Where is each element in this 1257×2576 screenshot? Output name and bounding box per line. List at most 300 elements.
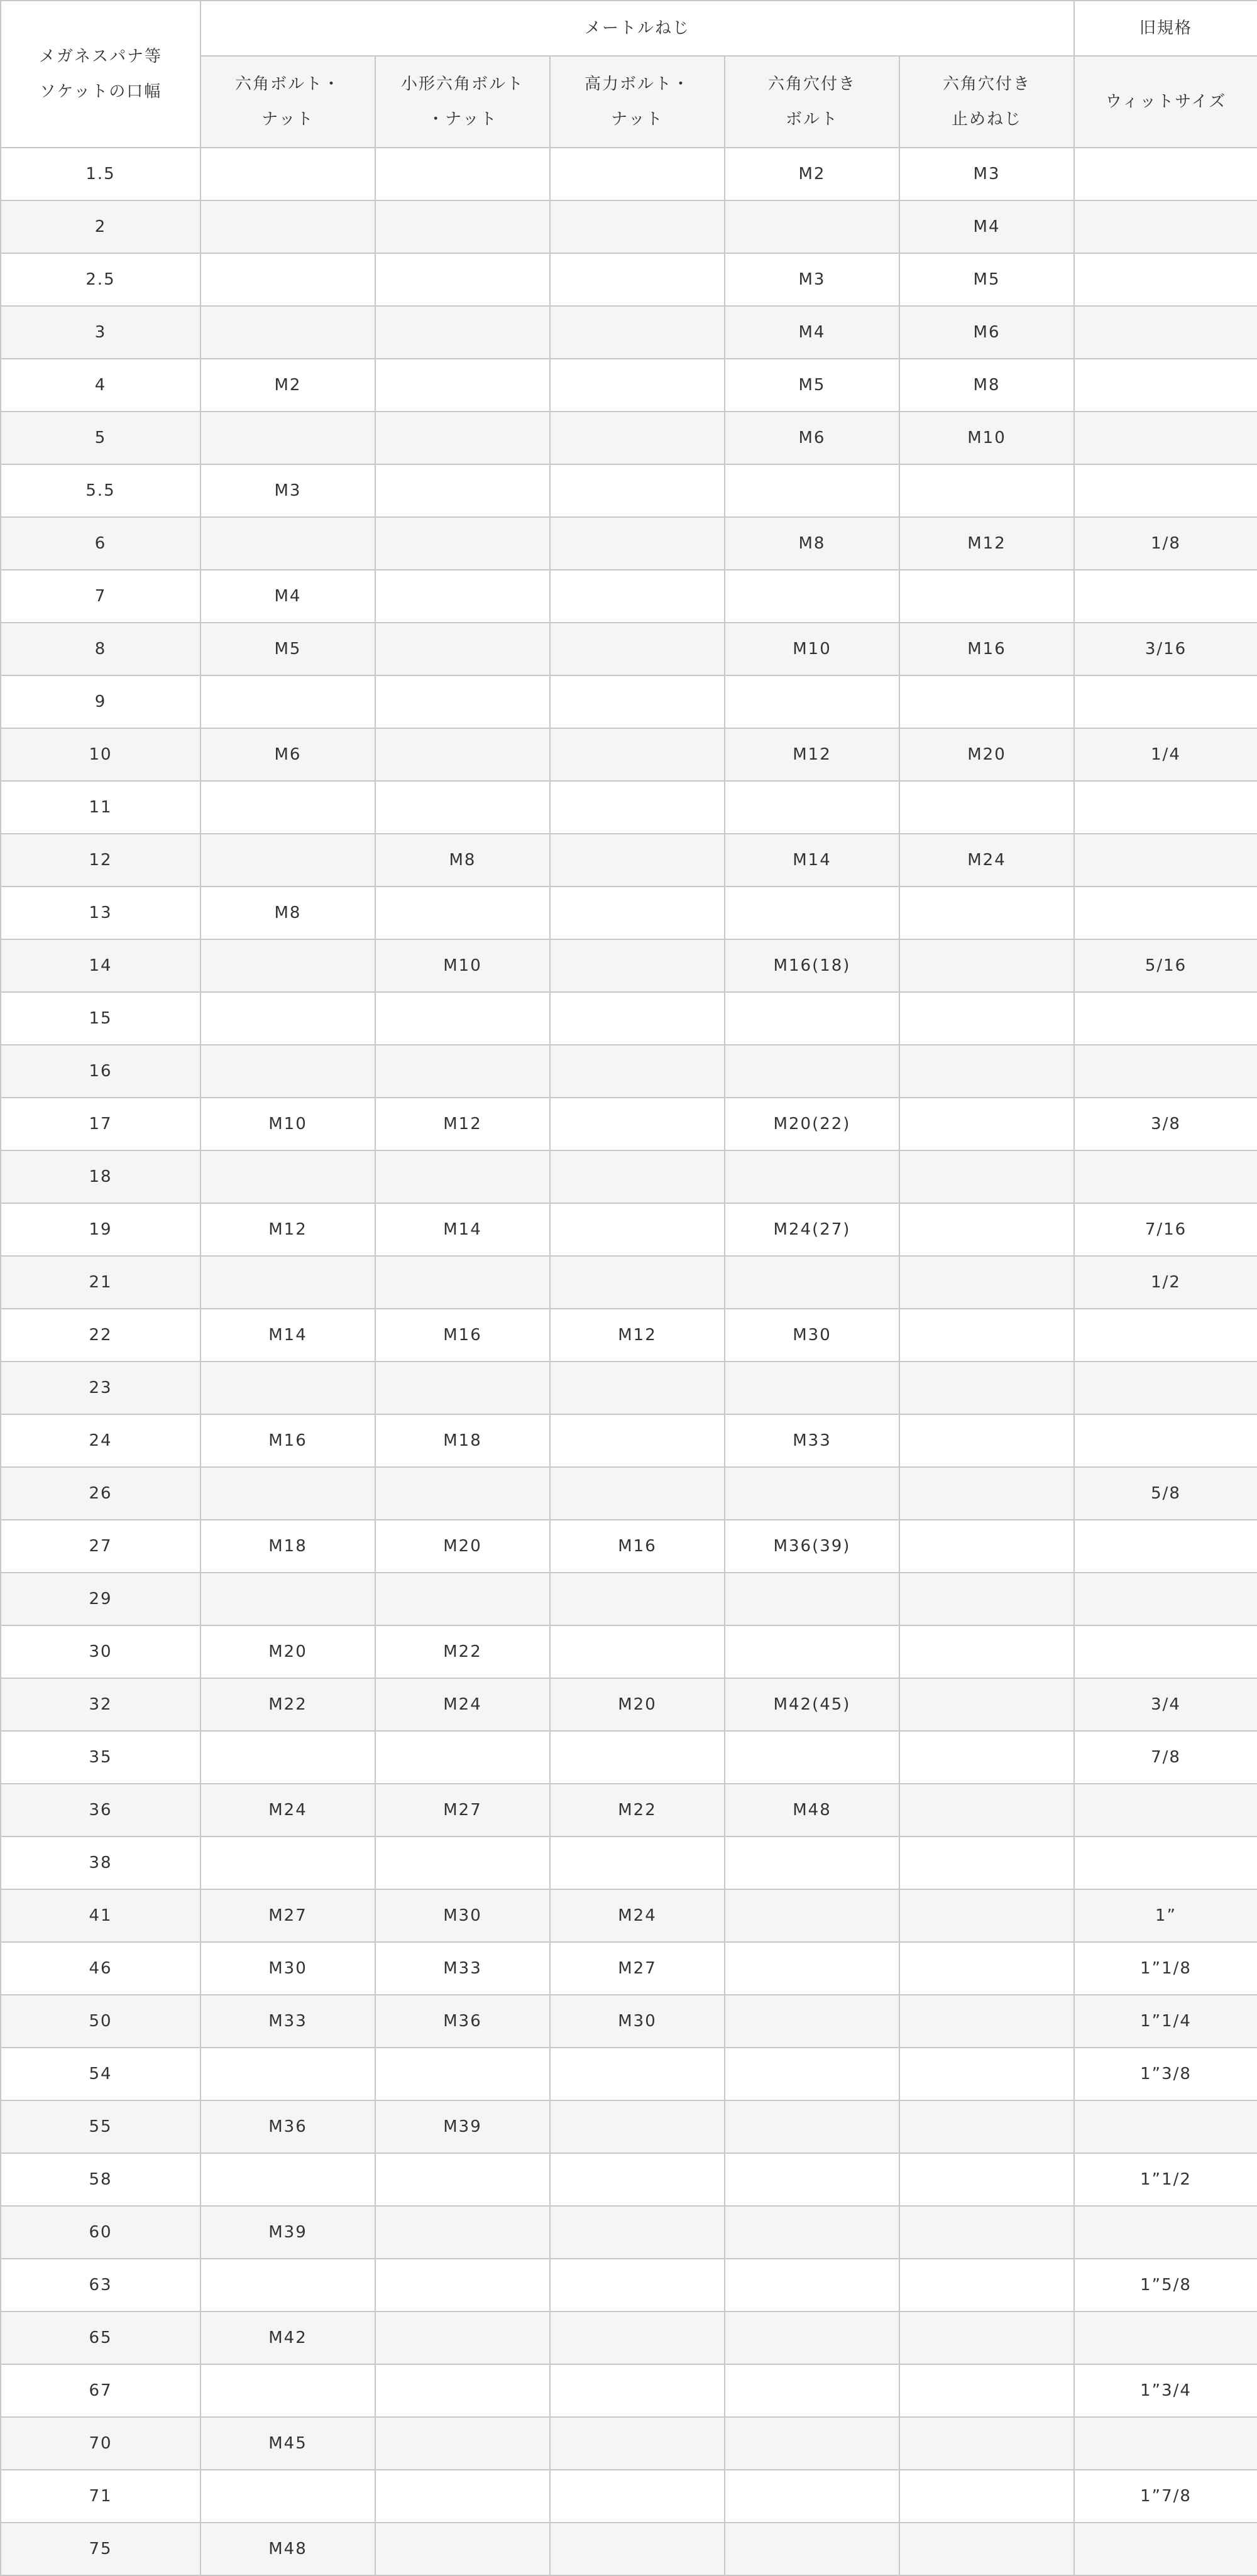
hex-bolt-nut-cell xyxy=(200,2364,375,2417)
small-hex-bolt-nut-cell xyxy=(375,2259,550,2311)
small-hex-bolt-nut-cell: M22 xyxy=(375,1625,550,1678)
wrench-width-cell: 36 xyxy=(1,1784,200,1836)
whitworth-size-cell xyxy=(1074,1045,1257,1098)
whitworth-size-cell: 1”1/8 xyxy=(1074,1942,1257,1995)
hex-bolt-nut-cell: M42 xyxy=(200,2311,375,2364)
socket-head-bolt-cell xyxy=(725,2417,899,2470)
whitworth-size-cell xyxy=(1074,834,1257,887)
high-strength-bolt-nut-cell xyxy=(550,2523,725,2575)
table-row xyxy=(1,2523,1257,2575)
socket-set-screw-cell: M5 xyxy=(899,253,1074,306)
small-hex-bolt-nut-cell: M14 xyxy=(375,1203,550,1256)
socket-head-bolt-cell: M4 xyxy=(725,306,899,359)
socket-set-screw-cell: M12 xyxy=(899,517,1074,570)
small-hex-bolt-nut-cell: M30 xyxy=(375,1889,550,1942)
table-row xyxy=(1,253,1257,306)
socket-set-screw-cell: M20 xyxy=(899,728,1074,781)
socket-set-screw-cell xyxy=(899,939,1074,992)
socket-head-bolt-cell xyxy=(725,1625,899,1678)
socket-set-screw-cell xyxy=(899,1520,1074,1573)
table-row xyxy=(1,359,1257,412)
hex-bolt-nut-cell: M18 xyxy=(200,1520,375,1573)
socket-head-bolt-cell xyxy=(725,2311,899,2364)
socket-set-screw-cell: M6 xyxy=(899,306,1074,359)
socket-set-screw-cell xyxy=(899,1256,1074,1309)
table-row xyxy=(1,1467,1257,1520)
socket-head-bolt-cell xyxy=(725,2206,899,2259)
wrench-width-cell: 5 xyxy=(1,412,200,464)
socket-head-bolt-cell xyxy=(725,2259,899,2311)
table-row xyxy=(1,2206,1257,2259)
whitworth-size-cell xyxy=(1074,1520,1257,1573)
high-strength-bolt-nut-cell xyxy=(550,2364,725,2417)
socket-head-bolt-cell xyxy=(725,2470,899,2523)
hex-bolt-nut-cell: M4 xyxy=(200,570,375,623)
small-hex-bolt-nut-cell xyxy=(375,2206,550,2259)
table-row xyxy=(1,728,1257,781)
socket-head-bolt-cell xyxy=(725,1731,899,1784)
col-header-line1: 小形六角ボルト xyxy=(400,75,524,94)
metric-thread-group-header: メートルねじ xyxy=(200,1,1074,56)
wrench-width-cell: 18 xyxy=(1,1150,200,1203)
whitworth-size-cell xyxy=(1074,148,1257,200)
socket-head-bolt-cell xyxy=(725,992,899,1045)
socket-set-screw-cell: M24 xyxy=(899,834,1074,887)
socket-set-screw-cell xyxy=(899,2470,1074,2523)
col-header-line1: 高力ボルト・ xyxy=(584,75,690,94)
hex-bolt-nut-cell: M16 xyxy=(200,1414,375,1467)
small-hex-bolt-nut-cell xyxy=(375,2364,550,2417)
socket-head-bolt-cell xyxy=(725,570,899,623)
high-strength-bolt-nut-cell: M16 xyxy=(550,1520,725,1573)
whitworth-size-cell: 5/16 xyxy=(1074,939,1257,992)
socket-set-screw-cell xyxy=(899,1309,1074,1362)
table-row xyxy=(1,1045,1257,1098)
col-header-socket-set-screw xyxy=(899,56,1074,148)
table-row xyxy=(1,939,1257,992)
socket-head-bolt-cell xyxy=(725,1836,899,1889)
socket-set-screw-cell xyxy=(899,1889,1074,1942)
wrench-width-cell: 3 xyxy=(1,306,200,359)
small-hex-bolt-nut-cell: M12 xyxy=(375,1098,550,1150)
socket-set-screw-cell xyxy=(899,1362,1074,1414)
table-row xyxy=(1,1995,1257,2048)
socket-set-screw-cell xyxy=(899,1731,1074,1784)
wrench-width-cell: 32 xyxy=(1,1678,200,1731)
socket-set-screw-cell xyxy=(899,464,1074,517)
wrench-width-cell: 4 xyxy=(1,359,200,412)
socket-head-bolt-cell xyxy=(725,1889,899,1942)
small-hex-bolt-nut-cell xyxy=(375,2470,550,2523)
table-row xyxy=(1,675,1257,728)
wrench-width-cell: 6 xyxy=(1,517,200,570)
socket-head-bolt-cell xyxy=(725,1256,899,1309)
table-row xyxy=(1,1520,1257,1573)
small-hex-bolt-nut-cell xyxy=(375,2523,550,2575)
whitworth-size-cell: 1”7/8 xyxy=(1074,2470,1257,2523)
high-strength-bolt-nut-cell xyxy=(550,1256,725,1309)
wrench-width-cell: 16 xyxy=(1,1045,200,1098)
whitworth-size-cell xyxy=(1074,2311,1257,2364)
hex-bolt-nut-cell xyxy=(200,517,375,570)
small-hex-bolt-nut-cell xyxy=(375,623,550,675)
hex-bolt-nut-cell xyxy=(200,2259,375,2311)
wrench-width-cell: 55 xyxy=(1,2100,200,2153)
socket-set-screw-cell: M4 xyxy=(899,200,1074,253)
socket-set-screw-cell xyxy=(899,781,1074,834)
wrench-width-cell: 60 xyxy=(1,2206,200,2259)
wrench-width-cell: 7 xyxy=(1,570,200,623)
col-header-line2: ナット xyxy=(261,110,314,129)
table-row xyxy=(1,887,1257,939)
table-row xyxy=(1,1678,1257,1731)
col-header-hex-bolt-nut xyxy=(200,56,375,148)
socket-head-bolt-cell xyxy=(725,2364,899,2417)
small-hex-bolt-nut-cell xyxy=(375,1467,550,1520)
whitworth-size-cell xyxy=(1074,359,1257,412)
table-row xyxy=(1,1625,1257,1678)
high-strength-bolt-nut-cell: M12 xyxy=(550,1309,725,1362)
hex-bolt-nut-cell xyxy=(200,1045,375,1098)
socket-head-bolt-cell: M24(27) xyxy=(725,1203,899,1256)
col-header-high-strength-bolt-nut xyxy=(550,56,725,148)
socket-set-screw-cell: M3 xyxy=(899,148,1074,200)
table-row xyxy=(1,1573,1257,1625)
hex-bolt-nut-cell xyxy=(200,1150,375,1203)
hex-bolt-nut-cell: M22 xyxy=(200,1678,375,1731)
socket-set-screw-cell: M10 xyxy=(899,412,1074,464)
col-header-line2: ボルト xyxy=(785,110,838,129)
high-strength-bolt-nut-cell xyxy=(550,781,725,834)
high-strength-bolt-nut-cell: M30 xyxy=(550,1995,725,2048)
table-row xyxy=(1,2048,1257,2100)
table-row xyxy=(1,412,1257,464)
high-strength-bolt-nut-cell xyxy=(550,675,725,728)
high-strength-bolt-nut-cell xyxy=(550,2048,725,2100)
socket-head-bolt-cell xyxy=(725,887,899,939)
hex-bolt-nut-cell xyxy=(200,1467,375,1520)
hex-bolt-nut-cell: M6 xyxy=(200,728,375,781)
high-strength-bolt-nut-cell xyxy=(550,1573,725,1625)
whitworth-size-cell xyxy=(1074,412,1257,464)
small-hex-bolt-nut-cell xyxy=(375,992,550,1045)
high-strength-bolt-nut-cell xyxy=(550,623,725,675)
socket-set-screw-cell xyxy=(899,992,1074,1045)
whitworth-size-cell xyxy=(1074,1836,1257,1889)
socket-set-screw-cell xyxy=(899,1784,1074,1836)
small-hex-bolt-nut-cell: M16 xyxy=(375,1309,550,1362)
col-header-small-hex-bolt-nut xyxy=(375,56,550,148)
wrench-width-cell: 65 xyxy=(1,2311,200,2364)
wrench-width-cell: 11 xyxy=(1,781,200,834)
socket-set-screw-cell xyxy=(899,570,1074,623)
high-strength-bolt-nut-cell xyxy=(550,2100,725,2153)
table-row xyxy=(1,517,1257,570)
whitworth-size-cell: 5/8 xyxy=(1074,1467,1257,1520)
small-hex-bolt-nut-cell xyxy=(375,887,550,939)
small-hex-bolt-nut-cell: M39 xyxy=(375,2100,550,2153)
hex-bolt-nut-cell: M36 xyxy=(200,2100,375,2153)
whitworth-size-cell xyxy=(1074,2206,1257,2259)
socket-head-bolt-cell xyxy=(725,1467,899,1520)
whitworth-size-cell xyxy=(1074,1573,1257,1625)
high-strength-bolt-nut-cell xyxy=(550,2311,725,2364)
whitworth-size-cell xyxy=(1074,253,1257,306)
small-hex-bolt-nut-cell xyxy=(375,728,550,781)
wrench-width-cell: 35 xyxy=(1,1731,200,1784)
hex-bolt-nut-cell xyxy=(200,200,375,253)
hex-bolt-nut-cell xyxy=(200,1362,375,1414)
table-row xyxy=(1,623,1257,675)
hex-bolt-nut-cell xyxy=(200,2470,375,2523)
socket-head-bolt-cell xyxy=(725,2153,899,2206)
whitworth-size-cell: 1”5/8 xyxy=(1074,2259,1257,2311)
socket-head-bolt-cell: M3 xyxy=(725,253,899,306)
wrench-width-header-line1: メガネスパナ等 xyxy=(38,47,162,66)
socket-set-screw-cell xyxy=(899,1414,1074,1467)
hex-bolt-nut-cell: M24 xyxy=(200,1784,375,1836)
small-hex-bolt-nut-cell xyxy=(375,781,550,834)
socket-set-screw-cell: M16 xyxy=(899,623,1074,675)
table-row xyxy=(1,2311,1257,2364)
socket-set-screw-cell xyxy=(899,1942,1074,1995)
table-row xyxy=(1,2259,1257,2311)
whitworth-size-cell: 3/4 xyxy=(1074,1678,1257,1731)
whitworth-size-cell xyxy=(1074,1309,1257,1362)
socket-head-bolt-cell: M36(39) xyxy=(725,1520,899,1573)
hex-bolt-nut-cell xyxy=(200,834,375,887)
table-row xyxy=(1,1889,1257,1942)
table-row xyxy=(1,1836,1257,1889)
small-hex-bolt-nut-cell: M8 xyxy=(375,834,550,887)
high-strength-bolt-nut-cell xyxy=(550,464,725,517)
socket-head-bolt-cell: M2 xyxy=(725,148,899,200)
small-hex-bolt-nut-cell: M36 xyxy=(375,1995,550,2048)
wrench-width-cell: 19 xyxy=(1,1203,200,1256)
hex-bolt-nut-cell xyxy=(200,1836,375,1889)
wrench-width-cell: 15 xyxy=(1,992,200,1045)
small-hex-bolt-nut-cell: M24 xyxy=(375,1678,550,1731)
wrench-width-cell: 12 xyxy=(1,834,200,887)
high-strength-bolt-nut-cell: M27 xyxy=(550,1942,725,1995)
whitworth-size-cell xyxy=(1074,992,1257,1045)
small-hex-bolt-nut-cell: M27 xyxy=(375,1784,550,1836)
whitworth-size-cell xyxy=(1074,1362,1257,1414)
wrench-width-cell: 23 xyxy=(1,1362,200,1414)
col-header-socket-head-bolt xyxy=(725,56,899,148)
high-strength-bolt-nut-cell xyxy=(550,2153,725,2206)
socket-head-bolt-cell: M30 xyxy=(725,1309,899,1362)
table-row xyxy=(1,1731,1257,1784)
small-hex-bolt-nut-cell xyxy=(375,2048,550,2100)
small-hex-bolt-nut-cell: M10 xyxy=(375,939,550,992)
whitworth-size-cell: 7/16 xyxy=(1074,1203,1257,1256)
col-header-whitworth-size xyxy=(1074,56,1257,148)
socket-set-screw-cell xyxy=(899,1836,1074,1889)
high-strength-bolt-nut-cell: M20 xyxy=(550,1678,725,1731)
whitworth-size-cell xyxy=(1074,200,1257,253)
small-hex-bolt-nut-cell xyxy=(375,306,550,359)
wrench-width-cell: 21 xyxy=(1,1256,200,1309)
high-strength-bolt-nut-cell xyxy=(550,1150,725,1203)
small-hex-bolt-nut-cell xyxy=(375,517,550,570)
whitworth-size-cell: 1”3/4 xyxy=(1074,2364,1257,2417)
socket-set-screw-cell xyxy=(899,2523,1074,2575)
high-strength-bolt-nut-cell: M22 xyxy=(550,1784,725,1836)
high-strength-bolt-nut-cell: M24 xyxy=(550,1889,725,1942)
high-strength-bolt-nut-cell xyxy=(550,2417,725,2470)
wrench-width-cell: 41 xyxy=(1,1889,200,1942)
whitworth-size-cell: 1/4 xyxy=(1074,728,1257,781)
small-hex-bolt-nut-cell xyxy=(375,1150,550,1203)
small-hex-bolt-nut-cell xyxy=(375,2311,550,2364)
table-row xyxy=(1,1309,1257,1362)
col-header-line2: ・ナット xyxy=(427,110,498,129)
socket-head-bolt-cell xyxy=(725,1942,899,1995)
socket-set-screw-cell xyxy=(899,1467,1074,1520)
wrench-width-cell: 24 xyxy=(1,1414,200,1467)
high-strength-bolt-nut-cell xyxy=(550,1625,725,1678)
hex-bolt-nut-cell: M27 xyxy=(200,1889,375,1942)
wrench-width-cell: 5.5 xyxy=(1,464,200,517)
small-hex-bolt-nut-cell: M33 xyxy=(375,1942,550,1995)
socket-set-screw-cell xyxy=(899,1150,1074,1203)
table-body xyxy=(1,148,1257,2575)
small-hex-bolt-nut-cell xyxy=(375,1836,550,1889)
socket-set-screw-cell: M8 xyxy=(899,359,1074,412)
socket-head-bolt-cell: M8 xyxy=(725,517,899,570)
small-hex-bolt-nut-cell xyxy=(375,1045,550,1098)
socket-head-bolt-cell: M5 xyxy=(725,359,899,412)
old-standard-group-header: 旧規格 xyxy=(1074,1,1257,56)
hex-bolt-nut-cell: M12 xyxy=(200,1203,375,1256)
whitworth-size-cell xyxy=(1074,570,1257,623)
hex-bolt-nut-cell: M33 xyxy=(200,1995,375,2048)
high-strength-bolt-nut-cell xyxy=(550,1414,725,1467)
table-row xyxy=(1,1150,1257,1203)
whitworth-size-cell: 1”1/4 xyxy=(1074,1995,1257,2048)
wrench-width-cell: 30 xyxy=(1,1625,200,1678)
high-strength-bolt-nut-cell xyxy=(550,2206,725,2259)
wrench-width-cell: 2.5 xyxy=(1,253,200,306)
table-row xyxy=(1,1362,1257,1414)
wrench-width-cell: 63 xyxy=(1,2259,200,2311)
table-row xyxy=(1,2364,1257,2417)
socket-head-bolt-cell xyxy=(725,200,899,253)
whitworth-size-cell: 1/2 xyxy=(1074,1256,1257,1309)
hex-bolt-nut-cell xyxy=(200,2048,375,2100)
hex-bolt-nut-cell xyxy=(200,939,375,992)
whitworth-size-cell xyxy=(1074,464,1257,517)
small-hex-bolt-nut-cell xyxy=(375,464,550,517)
wrench-width-cell: 27 xyxy=(1,1520,200,1573)
hex-bolt-nut-cell: M30 xyxy=(200,1942,375,1995)
hex-bolt-nut-cell: M14 xyxy=(200,1309,375,1362)
high-strength-bolt-nut-cell xyxy=(550,148,725,200)
small-hex-bolt-nut-cell xyxy=(375,2153,550,2206)
high-strength-bolt-nut-cell xyxy=(550,570,725,623)
high-strength-bolt-nut-cell xyxy=(550,2470,725,2523)
small-hex-bolt-nut-cell xyxy=(375,570,550,623)
socket-set-screw-cell xyxy=(899,887,1074,939)
whitworth-size-cell xyxy=(1074,1784,1257,1836)
wrench-width-header-line2: ソケットの口幅 xyxy=(39,82,162,101)
table-row xyxy=(1,1098,1257,1150)
wrench-width-cell: 26 xyxy=(1,1467,200,1520)
hex-bolt-nut-cell xyxy=(200,1573,375,1625)
whitworth-size-cell xyxy=(1074,2100,1257,2153)
high-strength-bolt-nut-cell xyxy=(550,517,725,570)
socket-set-screw-cell xyxy=(899,2364,1074,2417)
high-strength-bolt-nut-cell xyxy=(550,359,725,412)
small-hex-bolt-nut-cell xyxy=(375,1573,550,1625)
high-strength-bolt-nut-cell xyxy=(550,1731,725,1784)
high-strength-bolt-nut-cell xyxy=(550,992,725,1045)
wrench-width-cell: 71 xyxy=(1,2470,200,2523)
wrench-width-cell: 46 xyxy=(1,1942,200,1995)
high-strength-bolt-nut-cell xyxy=(550,1362,725,1414)
hex-bolt-nut-cell xyxy=(200,412,375,464)
wrench-width-cell: 70 xyxy=(1,2417,200,2470)
socket-head-bolt-cell: M16(18) xyxy=(725,939,899,992)
table-row xyxy=(1,2470,1257,2523)
table-row xyxy=(1,570,1257,623)
socket-head-bolt-cell xyxy=(725,1573,899,1625)
small-hex-bolt-nut-cell xyxy=(375,1362,550,1414)
whitworth-size-cell: 1” xyxy=(1074,1889,1257,1942)
whitworth-size-cell xyxy=(1074,887,1257,939)
small-hex-bolt-nut-cell: M18 xyxy=(375,1414,550,1467)
hex-bolt-nut-cell: M20 xyxy=(200,1625,375,1678)
whitworth-size-cell xyxy=(1074,781,1257,834)
socket-set-screw-cell xyxy=(899,1625,1074,1678)
socket-head-bolt-cell: M6 xyxy=(725,412,899,464)
wrench-width-cell: 2 xyxy=(1,200,200,253)
high-strength-bolt-nut-cell xyxy=(550,887,725,939)
wrench-width-cell: 9 xyxy=(1,675,200,728)
high-strength-bolt-nut-cell xyxy=(550,1467,725,1520)
socket-head-bolt-cell xyxy=(725,2100,899,2153)
socket-head-bolt-cell: M20(22) xyxy=(725,1098,899,1150)
socket-set-screw-cell xyxy=(899,1203,1074,1256)
hex-bolt-nut-cell: M2 xyxy=(200,359,375,412)
whitworth-size-cell: 1/8 xyxy=(1074,517,1257,570)
hex-bolt-nut-cell xyxy=(200,675,375,728)
socket-head-bolt-cell xyxy=(725,464,899,517)
high-strength-bolt-nut-cell xyxy=(550,1836,725,1889)
socket-head-bolt-cell xyxy=(725,1995,899,2048)
hex-bolt-nut-cell: M8 xyxy=(200,887,375,939)
high-strength-bolt-nut-cell xyxy=(550,2259,725,2311)
small-hex-bolt-nut-cell xyxy=(375,148,550,200)
table-row xyxy=(1,2100,1257,2153)
hex-bolt-nut-cell: M10 xyxy=(200,1098,375,1150)
socket-head-bolt-cell: M33 xyxy=(725,1414,899,1467)
wrench-width-header xyxy=(1,1,200,148)
socket-head-bolt-cell xyxy=(725,1150,899,1203)
socket-head-bolt-cell: M10 xyxy=(725,623,899,675)
high-strength-bolt-nut-cell xyxy=(550,253,725,306)
high-strength-bolt-nut-cell xyxy=(550,728,725,781)
whitworth-size-cell xyxy=(1074,2523,1257,2575)
hex-bolt-nut-cell xyxy=(200,253,375,306)
socket-head-bolt-cell: M12 xyxy=(725,728,899,781)
table-row xyxy=(1,1414,1257,1467)
table-row xyxy=(1,781,1257,834)
socket-set-screw-cell xyxy=(899,1995,1074,2048)
col-header-line2: 止めねじ xyxy=(952,110,1023,129)
whitworth-size-cell: 3/8 xyxy=(1074,1098,1257,1150)
